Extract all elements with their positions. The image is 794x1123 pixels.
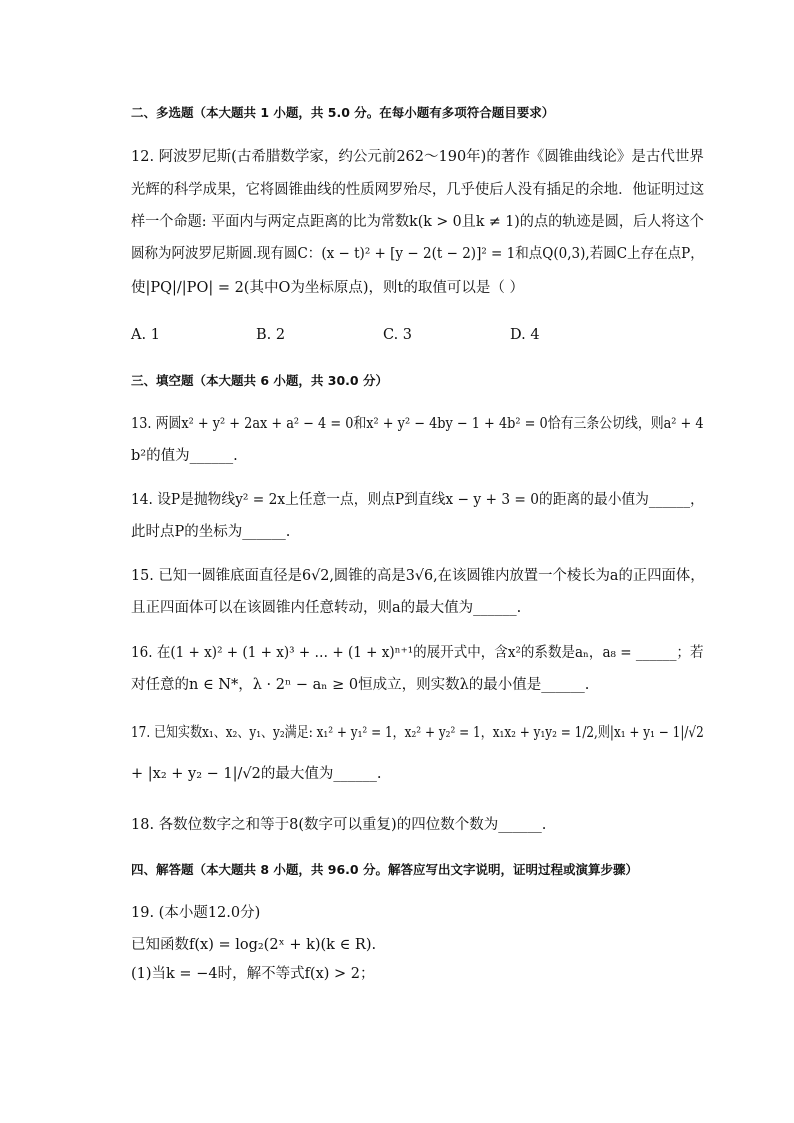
q12-option-a: A. 1 [131,327,160,343]
q12-line-4: 圆称为阿波罗尼斯圆.现有圆C：(x − t)² + [y − 2(t − 2)]² = 1和点Q(0,3),若圆C上存在点P， [131,246,704,262]
q16-line-1: 16. 在(1 + x)² + (1 + x)³ + … + (1 + x)ⁿ⁺¹的展开式中，含x²的系数是aₙ，a₈ = ______；若 [131,645,704,661]
q12-option-b: B. 2 [256,327,286,343]
section-answer: 四、解答题（本大题共 8 小题，共 96.0 分。解答应写出文字说明，证明过程或演算步骤） [131,862,638,877]
q14-line-2: 此时点P的坐标为______. [131,524,291,540]
q16-line-2: 对任意的n ∈ N*，λ · 2ⁿ − aₙ ≥ 0恒成立，则实数λ的最小值是______. [131,677,590,693]
q12-line-3: 样一个命题: 平面内与两定点距离的比为常数k(k > 0且k ≠ 1)的点的轨迹是圆，后人将这个 [131,214,704,230]
q12-line-1: 12. 阿波罗尼斯(古希腊数学家，约公元前262～190年)的著作《圆锥曲线论》是古代世界 [131,149,704,165]
q14-line-1: 14. 设P是抛物线y² = 2x上任意一点，则点P到直线x − y + 3 = 0的距离的最小值为______， [131,492,704,508]
q12-option-c: C. 3 [383,327,413,343]
q19-part-1: (1)当k = −4时，解不等式f(x) > 2； [131,966,375,982]
q12-line-5: 使|PQ|/|PO| = 2(其中O为坐标原点)，则t的取值可以是（ ） [131,280,524,296]
q12-line-2: 光辉的科学成果，它将圆锥曲线的性质网罗殆尽，几乎使后人没有插足的余地．他证明过这 [131,182,705,198]
q15-line-2: 且正四面体可以在该圆锥内任意转动，则a的最大值为______. [131,600,522,616]
q18-line: 18. 各数位数字之和等于8(数字可以重复)的四位数个数为______. [131,817,547,833]
q17-line-2: + |x₂ + y₂ − 1|/√2的最大值为______. [131,766,382,782]
q12-option-d: D. 4 [510,327,540,343]
section-fill-blank: 三、填空题（本大题共 6 小题，共 30.0 分） [131,373,388,388]
section-multi-choice: 二、多选题（本大题共 1 小题，共 5.0 分。在每小题有多项符合题目要求） [131,105,555,120]
q17-line-1: 17. 已知实数x₁、x₂、y₁、y₂满足: x₁² + y₁² = 1，x₂² + y₂² = 1，x₁x₂ + y₁y₂ = 1/2,则|x₁ + y₁ − 1|/√2 [131,725,704,741]
q15-line-1: 15. 已知一圆锥底面直径是6√2,圆锥的高是3√6,在该圆锥内放置一个棱长为a的正四面体， [131,568,705,584]
q19-header: 19. (本小题12.0分) [131,905,261,921]
q13-line-1: 13. 两圆x² + y² + 2ax + a² − 4 = 0和x² + y² − 4by − 1 + 4b² = 0恰有三条公切线，则a² + 4 [131,416,704,432]
q13-line-2: b²的值为______. [131,448,238,464]
q19-function: 已知函数f(x) = log₂(2ˣ + k)(k ∈ R). [131,937,377,953]
